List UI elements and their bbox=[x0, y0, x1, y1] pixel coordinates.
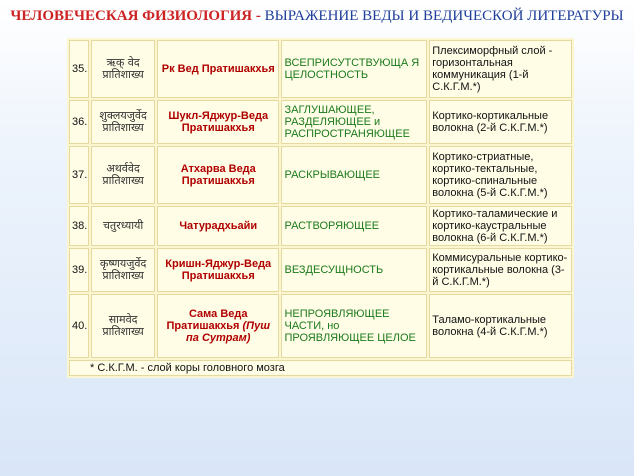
sanskrit-title: अथर्ववेद प्रातिशाख्य bbox=[102, 162, 144, 187]
quality-cell bbox=[281, 248, 427, 292]
physiology: Кортико-стриатные, кортико-тектальные, кортико-спинальные волокна (5-й С.К.Г.М.*) bbox=[432, 151, 548, 199]
table-row bbox=[69, 100, 572, 144]
sanskrit-title-cell bbox=[91, 248, 155, 292]
text-name: Кришн-Яджур-Веда Пратишакхья bbox=[165, 258, 272, 282]
table-row bbox=[69, 40, 572, 98]
sanskrit-title-cell bbox=[91, 146, 155, 204]
row-number: 39. bbox=[72, 264, 88, 276]
physiology: Кортико-таламические и кортико-каустральные волокна (6-й С.К.Г.М.*) bbox=[432, 208, 558, 244]
physiology-cell bbox=[429, 146, 572, 204]
physiology-cell bbox=[429, 40, 572, 98]
sanskrit-title: सामवेद प्रातिशाख्य bbox=[102, 313, 144, 338]
physiology-cell bbox=[429, 100, 572, 144]
text-name-cell bbox=[157, 100, 279, 144]
row-number: 38. bbox=[72, 220, 88, 232]
text-name-cell bbox=[157, 294, 279, 358]
row-number: 37. bbox=[72, 169, 88, 181]
text-name-subtitle: (Пуш па Сутрам) bbox=[186, 320, 270, 344]
physiology: Кортико-кортикальные волокна (2-й С.К.Г.М.*) bbox=[432, 110, 549, 134]
title-separator: - bbox=[252, 8, 265, 24]
sanskrit-title-cell bbox=[91, 206, 155, 246]
sanskrit-title: शुक्लयजुर्वेद प्रातिशाख्य bbox=[99, 109, 147, 134]
physiology: Плексиморфный слой - горизонтальная коммуникация (1-й С.К.Г.М.*) bbox=[432, 45, 553, 93]
text-name: Шукл-Яджур-Веда Пратишакхья bbox=[168, 110, 269, 134]
text-name-cell bbox=[157, 40, 279, 98]
quality-cell bbox=[281, 40, 427, 98]
text-name: Чатурадхьайи bbox=[179, 220, 258, 232]
physiology-cell bbox=[429, 294, 572, 358]
quality: РАСТВОРЯЮЩЕЕ bbox=[284, 220, 380, 232]
row-number-cell bbox=[69, 206, 89, 246]
sanskrit-title-cell bbox=[91, 100, 155, 144]
quality-cell bbox=[281, 146, 427, 204]
quality-cell bbox=[281, 206, 427, 246]
row-number-cell bbox=[69, 100, 89, 144]
physiology: Коммисуральные кортико-кортикальные волокна (3-й С.К.Г.М.*) bbox=[432, 252, 568, 288]
sanskrit-title: कृष्णयजुर्वेद प्रातिशाख्य bbox=[99, 257, 147, 282]
sanskrit-title: चतुरध्यायी bbox=[102, 219, 144, 232]
text-name: Сама Веда Пратишакхья bbox=[166, 308, 248, 332]
physiology-cell bbox=[429, 206, 572, 246]
text-name: Атхарва Веда Пратишакхья bbox=[180, 163, 256, 187]
sanskrit-title: ऋक् वेद प्रातिशाख्य bbox=[102, 56, 144, 81]
table-row bbox=[69, 206, 572, 246]
quality: ЗАГЛУШАЮЩЕЕ, РАЗДЕЛЯЮЩЕЕ и РАСПРОСТРАНЯЮЩЕЕ bbox=[284, 104, 410, 140]
row-number: 40. bbox=[72, 320, 88, 332]
text-name-cell bbox=[157, 248, 279, 292]
row-number-cell bbox=[69, 40, 89, 98]
sanskrit-title-cell bbox=[91, 40, 155, 98]
quality: НЕПРОЯВЛЯЮЩЕЕ ЧАСТИ, но ПРОЯВЛЯЮЩЕЕ ЦЕЛОЕ bbox=[284, 308, 416, 344]
vedic-physiology-table bbox=[67, 38, 574, 378]
text-name: Рк Вед Пратишакхья bbox=[161, 63, 275, 75]
text-name-cell bbox=[157, 146, 279, 204]
row-number: 36. bbox=[72, 116, 88, 128]
quality-cell bbox=[281, 294, 427, 358]
table-row bbox=[69, 146, 572, 204]
table-row bbox=[69, 248, 572, 292]
physiology: Таламо-кортикальные волокна (4-й С.К.Г.М.*) bbox=[432, 314, 548, 338]
footnote: * С.К.Г.М. - слой коры головного мозга bbox=[69, 360, 572, 376]
row-number-cell bbox=[69, 146, 89, 204]
quality: РАСКРЫВАЮЩЕЕ bbox=[284, 169, 381, 181]
row-number-cell bbox=[69, 248, 89, 292]
quality: ВСЕПРИСУТСТВУЮЩА Я ЦЕЛОСТНОСТЬ bbox=[284, 57, 420, 81]
sanskrit-title-cell bbox=[91, 294, 155, 358]
quality: ВЕЗДЕСУЩНОСТЬ bbox=[284, 264, 384, 276]
physiology-cell bbox=[429, 248, 572, 292]
table-row bbox=[69, 294, 572, 358]
text-name-cell bbox=[157, 206, 279, 246]
quality-cell bbox=[281, 100, 427, 144]
row-number-cell bbox=[69, 294, 89, 358]
row-number: 35. bbox=[72, 63, 88, 75]
title-part1: ЧЕЛОВЕЧЕСКАЯ ФИЗИОЛОГИЯ bbox=[10, 8, 253, 24]
title-part2: ВЫРАЖЕНИЕ ВЕДЫ И ВЕДИЧЕСКОЙ ЛИТЕРАТУРЫ bbox=[264, 8, 624, 24]
page-title bbox=[0, 8, 634, 25]
footnote-row bbox=[69, 360, 572, 376]
